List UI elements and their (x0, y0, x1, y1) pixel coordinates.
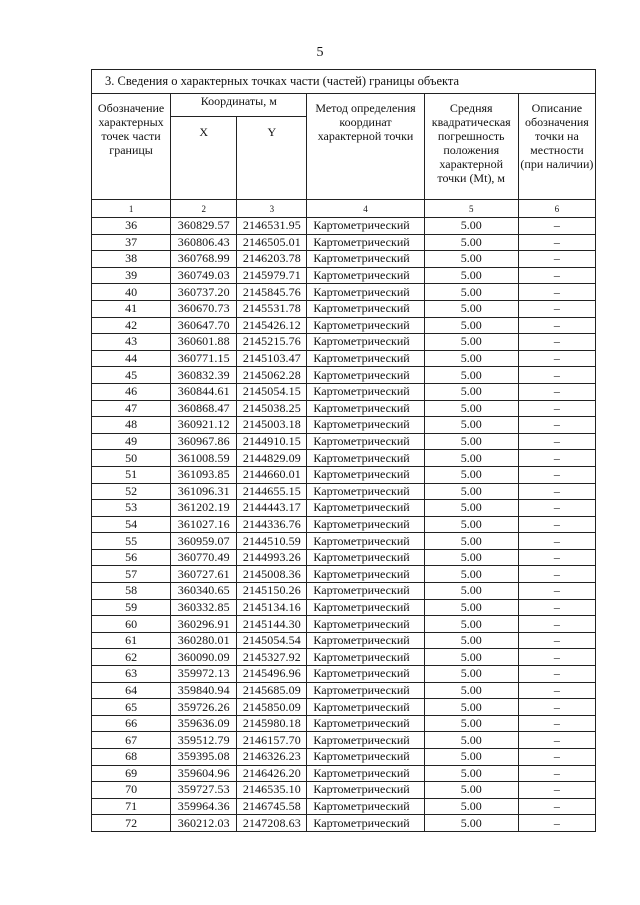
y-coordinate-cell: 2145054.15 (237, 383, 307, 400)
method-cell: Картометрический (307, 334, 424, 351)
x-coordinate-cell: 360647.70 (171, 317, 237, 334)
table-row (92, 815, 596, 832)
x-coordinate-cell: 360737.20 (171, 284, 237, 301)
table-row (92, 400, 596, 417)
description-cell: – (518, 632, 595, 649)
error-cell: 5.00 (424, 400, 518, 417)
y-coordinate-cell: 2144655.15 (237, 483, 307, 500)
method-cell: Картометрический (307, 234, 424, 251)
description-cell: – (518, 815, 595, 832)
method-cell: Картометрический (307, 400, 424, 417)
header-y: Y (237, 117, 307, 200)
y-coordinate-cell: 2146531.95 (237, 218, 307, 235)
method-cell: Картометрический (307, 699, 424, 716)
description-cell: – (518, 616, 595, 633)
description-cell: – (518, 549, 595, 566)
error-cell: 5.00 (424, 417, 518, 434)
error-cell: 5.00 (424, 649, 518, 666)
description-cell: – (518, 649, 595, 666)
table-row (92, 682, 596, 699)
error-cell: 5.00 (424, 234, 518, 251)
y-coordinate-cell: 2144336.76 (237, 516, 307, 533)
description-cell: – (518, 417, 595, 434)
point-number-cell: 36 (92, 218, 171, 235)
method-cell: Картометрический (307, 749, 424, 766)
method-cell: Картометрический (307, 267, 424, 284)
error-cell: 5.00 (424, 350, 518, 367)
x-coordinate-cell: 360967.86 (171, 433, 237, 450)
point-number-cell: 46 (92, 383, 171, 400)
x-coordinate-cell: 359840.94 (171, 682, 237, 699)
table-row (92, 798, 596, 815)
point-number-cell: 51 (92, 466, 171, 483)
description-cell: – (518, 715, 595, 732)
description-cell: – (518, 782, 595, 799)
table-row (92, 267, 596, 284)
method-cell: Картометрический (307, 682, 424, 699)
table-row (92, 450, 596, 467)
point-number-cell: 42 (92, 317, 171, 334)
error-cell: 5.00 (424, 599, 518, 616)
point-number-cell: 38 (92, 251, 171, 268)
x-coordinate-cell: 360601.88 (171, 334, 237, 351)
table-row (92, 732, 596, 749)
method-cell: Картометрический (307, 732, 424, 749)
y-coordinate-cell: 2145980.18 (237, 715, 307, 732)
point-number-cell: 40 (92, 284, 171, 301)
point-number-cell: 52 (92, 483, 171, 500)
y-coordinate-cell: 2145496.96 (237, 666, 307, 683)
point-number-cell: 55 (92, 533, 171, 550)
y-coordinate-cell: 2144510.59 (237, 533, 307, 550)
description-cell: – (518, 317, 595, 334)
header-point: Обозначение характерных точек части границы (92, 94, 171, 200)
error-cell: 5.00 (424, 300, 518, 317)
method-cell: Картометрический (307, 782, 424, 799)
column-number: 2 (171, 200, 237, 218)
page-number: 5 (316, 45, 324, 60)
x-coordinate-cell: 359636.09 (171, 715, 237, 732)
table-row (92, 218, 596, 235)
table-row (92, 466, 596, 483)
error-cell: 5.00 (424, 450, 518, 467)
y-coordinate-cell: 2145845.76 (237, 284, 307, 301)
description-cell: – (518, 218, 595, 235)
table-row (92, 649, 596, 666)
x-coordinate-cell: 359964.36 (171, 798, 237, 815)
table-row (92, 234, 596, 251)
points-table (91, 93, 596, 832)
y-coordinate-cell: 2146203.78 (237, 251, 307, 268)
error-cell: 5.00 (424, 466, 518, 483)
x-coordinate-cell: 360921.12 (171, 417, 237, 434)
table-row (92, 383, 596, 400)
x-coordinate-cell: 359972.13 (171, 666, 237, 683)
point-number-cell: 56 (92, 549, 171, 566)
x-coordinate-cell: 360670.73 (171, 300, 237, 317)
y-coordinate-cell: 2145850.09 (237, 699, 307, 716)
table-row (92, 632, 596, 649)
error-cell: 5.00 (424, 632, 518, 649)
table-row (92, 616, 596, 633)
error-cell: 5.00 (424, 782, 518, 799)
point-number-cell: 68 (92, 749, 171, 766)
description-cell: – (518, 400, 595, 417)
method-cell: Картометрический (307, 251, 424, 268)
point-number-cell: 66 (92, 715, 171, 732)
column-number: 3 (237, 200, 307, 218)
x-coordinate-cell: 360770.49 (171, 549, 237, 566)
description-cell: – (518, 466, 595, 483)
error-cell: 5.00 (424, 666, 518, 683)
x-coordinate-cell: 360340.65 (171, 583, 237, 600)
description-cell: – (518, 300, 595, 317)
table-row (92, 251, 596, 268)
point-number-cell: 64 (92, 682, 171, 699)
method-cell: Картометрический (307, 798, 424, 815)
description-cell: – (518, 566, 595, 583)
point-number-cell: 63 (92, 666, 171, 683)
description-cell: – (518, 798, 595, 815)
point-number-cell: 69 (92, 765, 171, 782)
x-coordinate-cell: 360727.61 (171, 566, 237, 583)
point-number-cell: 62 (92, 649, 171, 666)
x-coordinate-cell: 360868.47 (171, 400, 237, 417)
x-coordinate-cell: 359604.96 (171, 765, 237, 782)
method-cell: Картометрический (307, 549, 424, 566)
method-cell: Картометрический (307, 500, 424, 517)
error-cell: 5.00 (424, 765, 518, 782)
column-numbers-row (92, 200, 596, 218)
x-coordinate-cell: 359395.08 (171, 749, 237, 766)
x-coordinate-cell: 361008.59 (171, 450, 237, 467)
table-row (92, 533, 596, 550)
x-coordinate-cell: 360959.07 (171, 533, 237, 550)
y-coordinate-cell: 2145054.54 (237, 632, 307, 649)
table-row (92, 500, 596, 517)
description-cell: – (518, 251, 595, 268)
point-number-cell: 41 (92, 300, 171, 317)
header-x: X (171, 117, 237, 200)
method-cell: Картометрический (307, 765, 424, 782)
error-cell: 5.00 (424, 798, 518, 815)
error-cell: 5.00 (424, 616, 518, 633)
y-coordinate-cell: 2145426.12 (237, 317, 307, 334)
y-coordinate-cell: 2145327.92 (237, 649, 307, 666)
description-cell: – (518, 483, 595, 500)
y-coordinate-cell: 2146535.10 (237, 782, 307, 799)
x-coordinate-cell: 360829.57 (171, 218, 237, 235)
error-cell: 5.00 (424, 500, 518, 517)
x-coordinate-cell: 360771.15 (171, 350, 237, 367)
table-row (92, 516, 596, 533)
point-number-cell: 48 (92, 417, 171, 434)
description-cell: – (518, 533, 595, 550)
method-cell: Картометрический (307, 715, 424, 732)
y-coordinate-cell: 2145215.76 (237, 334, 307, 351)
y-coordinate-cell: 2145008.36 (237, 566, 307, 583)
y-coordinate-cell: 2145150.26 (237, 583, 307, 600)
method-cell: Картометрический (307, 666, 424, 683)
point-number-cell: 59 (92, 599, 171, 616)
method-cell: Картометрический (307, 433, 424, 450)
table-row (92, 566, 596, 583)
y-coordinate-cell: 2144910.15 (237, 433, 307, 450)
description-cell: – (518, 583, 595, 600)
description-cell: – (518, 666, 595, 683)
method-cell: Картометрический (307, 566, 424, 583)
table-row (92, 367, 596, 384)
y-coordinate-cell: 2146326.23 (237, 749, 307, 766)
point-number-cell: 45 (92, 367, 171, 384)
point-number-cell: 57 (92, 566, 171, 583)
error-cell: 5.00 (424, 367, 518, 384)
error-cell: 5.00 (424, 699, 518, 716)
y-coordinate-cell: 2146745.58 (237, 798, 307, 815)
error-cell: 5.00 (424, 583, 518, 600)
point-number-cell: 60 (92, 616, 171, 633)
section-title: 3. Сведения о характерных точках части (частей) границы объекта (92, 70, 595, 94)
x-coordinate-cell: 361202.19 (171, 500, 237, 517)
x-coordinate-cell: 360806.43 (171, 234, 237, 251)
point-number-cell: 53 (92, 500, 171, 517)
method-cell: Картометрический (307, 583, 424, 600)
point-number-cell: 58 (92, 583, 171, 600)
description-cell: – (518, 433, 595, 450)
description-cell: – (518, 699, 595, 716)
error-cell: 5.00 (424, 715, 518, 732)
point-number-cell: 61 (92, 632, 171, 649)
error-cell: 5.00 (424, 516, 518, 533)
method-cell: Картометрический (307, 417, 424, 434)
column-number: 6 (518, 200, 595, 218)
table-row (92, 599, 596, 616)
column-number: 4 (307, 200, 424, 218)
error-cell: 5.00 (424, 566, 518, 583)
point-number-cell: 65 (92, 699, 171, 716)
description-cell: – (518, 765, 595, 782)
x-coordinate-cell: 361096.31 (171, 483, 237, 500)
x-coordinate-cell: 360296.91 (171, 616, 237, 633)
point-number-cell: 47 (92, 400, 171, 417)
error-cell: 5.00 (424, 483, 518, 500)
point-number-cell: 44 (92, 350, 171, 367)
y-coordinate-cell: 2145531.78 (237, 300, 307, 317)
description-cell: – (518, 267, 595, 284)
table-row (92, 699, 596, 716)
description-cell: – (518, 732, 595, 749)
description-cell: – (518, 383, 595, 400)
point-number-cell: 49 (92, 433, 171, 450)
y-coordinate-cell: 2144443.17 (237, 500, 307, 517)
point-number-cell: 70 (92, 782, 171, 799)
error-cell: 5.00 (424, 749, 518, 766)
x-coordinate-cell: 361093.85 (171, 466, 237, 483)
x-coordinate-cell: 360749.03 (171, 267, 237, 284)
y-coordinate-cell: 2144829.09 (237, 450, 307, 467)
table-row (92, 749, 596, 766)
table-row (92, 334, 596, 351)
error-cell: 5.00 (424, 218, 518, 235)
method-cell: Картометрический (307, 450, 424, 467)
y-coordinate-cell: 2145062.28 (237, 367, 307, 384)
error-cell: 5.00 (424, 334, 518, 351)
description-cell: – (518, 234, 595, 251)
table-row (92, 300, 596, 317)
description-cell: – (518, 450, 595, 467)
description-cell: – (518, 500, 595, 517)
table-row (92, 483, 596, 500)
y-coordinate-cell: 2145003.18 (237, 417, 307, 434)
column-number: 1 (92, 200, 171, 218)
x-coordinate-cell: 359726.26 (171, 699, 237, 716)
y-coordinate-cell: 2145134.16 (237, 599, 307, 616)
x-coordinate-cell: 360090.09 (171, 649, 237, 666)
description-cell: – (518, 749, 595, 766)
x-coordinate-cell: 359727.53 (171, 782, 237, 799)
method-cell: Картометрический (307, 649, 424, 666)
method-cell: Картометрический (307, 616, 424, 633)
point-number-cell: 72 (92, 815, 171, 832)
points-sheet (91, 69, 596, 832)
table-header (92, 94, 596, 218)
error-cell: 5.00 (424, 549, 518, 566)
y-coordinate-cell: 2145979.71 (237, 267, 307, 284)
table-row (92, 583, 596, 600)
error-cell: 5.00 (424, 251, 518, 268)
error-cell: 5.00 (424, 383, 518, 400)
table-row (92, 715, 596, 732)
x-coordinate-cell: 359512.79 (171, 732, 237, 749)
y-coordinate-cell: 2144660.01 (237, 466, 307, 483)
table-row (92, 433, 596, 450)
table-body (92, 218, 596, 832)
error-cell: 5.00 (424, 682, 518, 699)
error-cell: 5.00 (424, 267, 518, 284)
y-coordinate-cell: 2144993.26 (237, 549, 307, 566)
description-cell: – (518, 682, 595, 699)
method-cell: Картометрический (307, 815, 424, 832)
header-method: Метод определения координат характерной точки (307, 94, 424, 200)
table-row (92, 284, 596, 301)
y-coordinate-cell: 2146157.70 (237, 732, 307, 749)
method-cell: Картометрический (307, 533, 424, 550)
error-cell: 5.00 (424, 533, 518, 550)
x-coordinate-cell: 360832.39 (171, 367, 237, 384)
x-coordinate-cell: 361027.16 (171, 516, 237, 533)
point-number-cell: 39 (92, 267, 171, 284)
description-cell: – (518, 599, 595, 616)
y-coordinate-cell: 2145103.47 (237, 350, 307, 367)
method-cell: Картометрический (307, 367, 424, 384)
column-number: 5 (424, 200, 518, 218)
error-cell: 5.00 (424, 317, 518, 334)
point-number-cell: 71 (92, 798, 171, 815)
x-coordinate-cell: 360844.61 (171, 383, 237, 400)
point-number-cell: 67 (92, 732, 171, 749)
table-row (92, 782, 596, 799)
x-coordinate-cell: 360280.01 (171, 632, 237, 649)
method-cell: Картометрический (307, 632, 424, 649)
error-cell: 5.00 (424, 732, 518, 749)
x-coordinate-cell: 360332.85 (171, 599, 237, 616)
description-cell: – (518, 367, 595, 384)
table-row (92, 666, 596, 683)
y-coordinate-cell: 2145038.25 (237, 400, 307, 417)
point-number-cell: 43 (92, 334, 171, 351)
error-cell: 5.00 (424, 815, 518, 832)
description-cell: – (518, 350, 595, 367)
x-coordinate-cell: 360212.03 (171, 815, 237, 832)
point-number-cell: 50 (92, 450, 171, 467)
point-number-cell: 37 (92, 234, 171, 251)
y-coordinate-cell: 2146426.20 (237, 765, 307, 782)
description-cell: – (518, 334, 595, 351)
error-cell: 5.00 (424, 433, 518, 450)
y-coordinate-cell: 2147208.63 (237, 815, 307, 832)
y-coordinate-cell: 2145144.30 (237, 616, 307, 633)
point-number-cell: 54 (92, 516, 171, 533)
table-row (92, 549, 596, 566)
header-coords: Координаты, м (171, 94, 307, 117)
method-cell: Картометрический (307, 300, 424, 317)
header-description: Описание обозначения точки на местности (при наличии) (518, 94, 595, 200)
header-error: Средняя квадратическая погрешность положения характерной точки (Mt), м (424, 94, 518, 200)
error-cell: 5.00 (424, 284, 518, 301)
x-coordinate-cell: 360768.99 (171, 251, 237, 268)
method-cell: Картометрический (307, 483, 424, 500)
y-coordinate-cell: 2146505.01 (237, 234, 307, 251)
table-row (92, 317, 596, 334)
method-cell: Картометрический (307, 383, 424, 400)
method-cell: Картометрический (307, 466, 424, 483)
method-cell: Картометрический (307, 350, 424, 367)
method-cell: Картометрический (307, 284, 424, 301)
method-cell: Картометрический (307, 317, 424, 334)
method-cell: Картометрический (307, 599, 424, 616)
y-coordinate-cell: 2145685.09 (237, 682, 307, 699)
description-cell: – (518, 516, 595, 533)
method-cell: Картометрический (307, 218, 424, 235)
description-cell: – (518, 284, 595, 301)
method-cell: Картометрический (307, 516, 424, 533)
table-row (92, 350, 596, 367)
table-row (92, 417, 596, 434)
table-row (92, 765, 596, 782)
